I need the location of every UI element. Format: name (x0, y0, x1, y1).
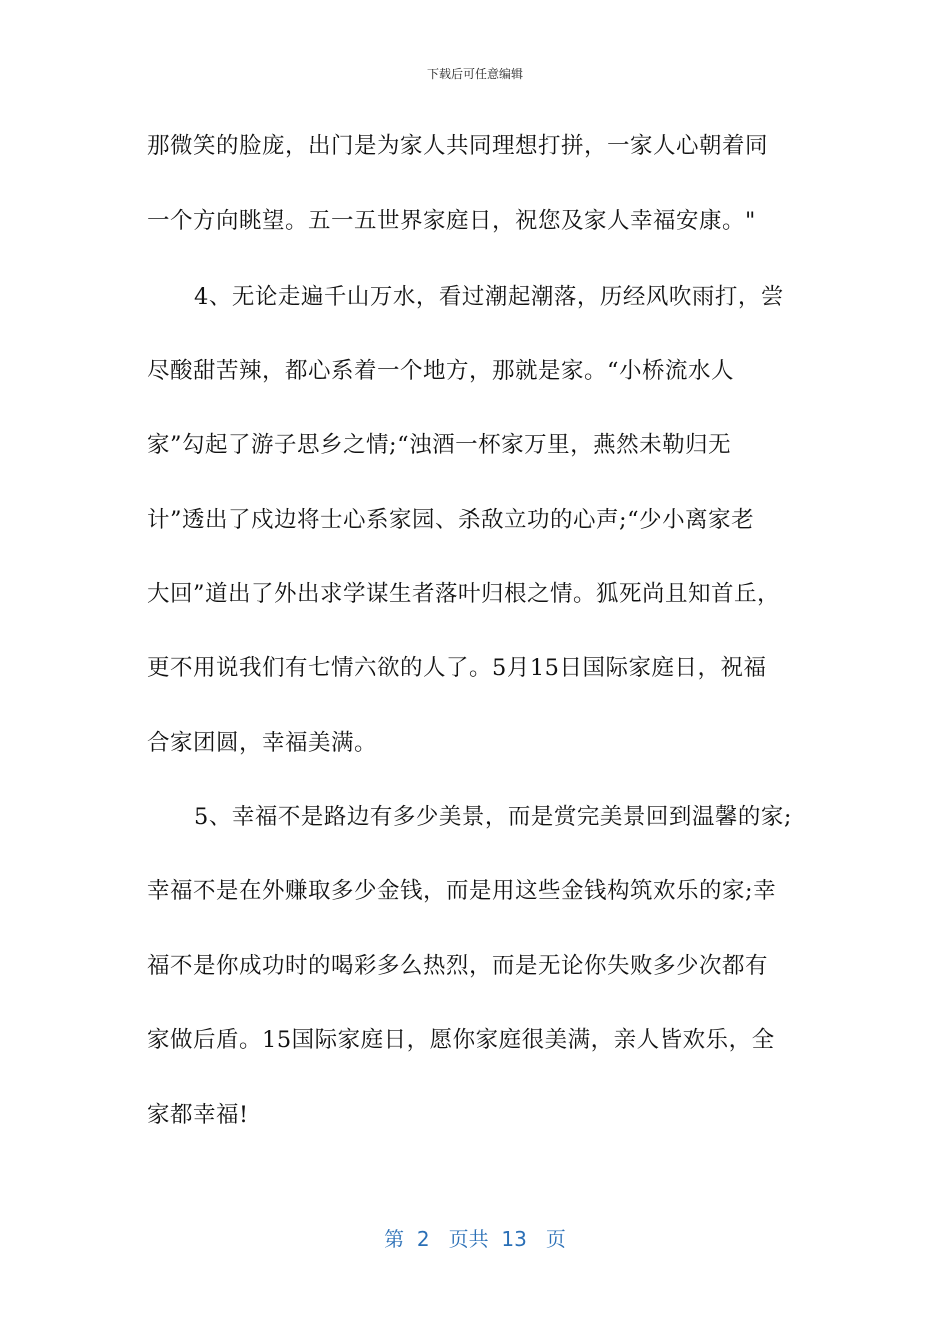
text-line: 更不用说我们有七情六欲的人了。5月15日国际家庭日，祝福 (147, 655, 767, 681)
text-line: 福不是你成功时的喝彩多么热烈，而是无论你失败多少次都有 (147, 953, 769, 979)
text-line: 合家团圆，幸福美满。 (147, 730, 378, 756)
page-number-footer: 第 2 页共 13 页 (384, 1227, 566, 1251)
text-line: 那微笑的脸庞，出门是为家人共同理想打拼，一家人心朝着同 (147, 133, 769, 159)
page-header: 下载后可任意编辑 (426, 67, 523, 81)
text-line: 大回”道出了外出求学谋生者落叶归根之情。狐死尚且知首丘， (147, 581, 781, 607)
text-line: 一个方向眺望。五一五世界家庭日，祝您及家人幸福安康。" (147, 208, 756, 234)
text-line: 家都幸福! (147, 1102, 249, 1128)
text-line: 幸福不是在外赚取多少金钱，而是用这些金钱构筑欢乐的家;幸 (147, 878, 777, 904)
paragraph-start-line: 4、无论走遍千山万水，看过潮起潮落，历经风吹雨打，尝 (194, 284, 784, 310)
text-line: 家做后盾。15国际家庭日，愿你家庭很美满，亲人皆欢乐，全 (147, 1027, 775, 1053)
text-line: 计”透出了戍边将士心系家园、杀敌立功的心声;“少小离家老 (147, 507, 755, 533)
paragraph-start-line: 5、幸福不是路边有多少美景，而是赏完美景回到温馨的家; (194, 804, 792, 830)
text-line: 家”勾起了游子思乡之情;“浊酒一杯家万里，燕然未勒归无 (147, 432, 732, 458)
text-line: 尽酸甜苦辣，都心系着一个地方，那就是家。“小桥流水人 (147, 358, 735, 384)
